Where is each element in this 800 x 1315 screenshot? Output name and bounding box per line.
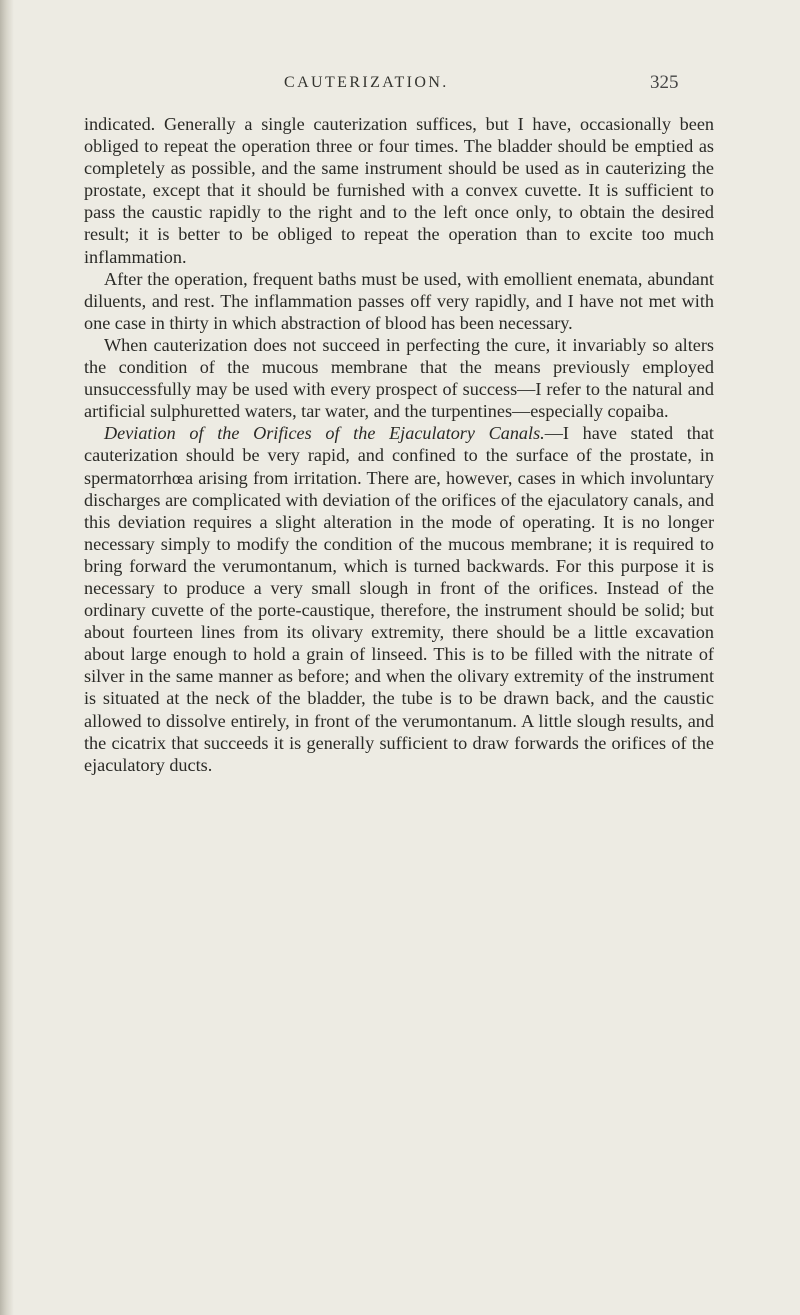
- paragraph-3: When cauterization does not succeed in perfecting the cure, it invariably so alters the condition of the mucous membrane that the means previously employed unsuccessfully may be used with every prospect of success—I refer to the natural and artificial sulphuretted waters, tar water, and the turpentines—especially copaiba.: [84, 334, 714, 422]
- section-heading: Deviation of the Orifices of the Ejaculatory Canals.: [104, 423, 545, 444]
- running-head: CAUTERIZATION.: [284, 74, 449, 91]
- paragraph-4: [84, 422, 714, 776]
- page-number: 325: [650, 72, 679, 93]
- paragraph-1: indicated. Generally a single cauterization suffices, but I have, occasionally been obliged to repeat the operation three or four times. The bladder should be emptied as completely as possible, and the same instrument should be used as in cauterizing the prostate, except that it should be furnished with a convex cuvette. It is sufficient to pass the caustic rapidly to the right and to the left once only, to obtain the desired result; it is better to be obliged to repeat the operation than to excite too much inflammation.: [84, 114, 714, 267]
- body-text: [84, 113, 714, 776]
- paragraph-2: After the operation, frequent baths must be used, with emollient enemata, abundant diluents, and rest. The inflammation passes off very rapidly, and I have not met with one case in thirty in which abstraction of blood has been necessary.: [84, 268, 714, 333]
- page-binding-edge: [0, 0, 14, 1315]
- paragraph-4-text: —I have stated that cauterization should be very rapid, and confined to the surface of the prostate, in spermatorrhœa arising from irritation. There are, however, cases in which involuntary discharges are complicated with deviation of the orifices of the ejaculatory canals, and this deviation requires a slight alteration in the mode of operating. It is no longer necessary simply to modify the condition of the mucous membrane; it is required to bring forward the verumontanum, which is turned backwards. For this purpose it is necessary to produce a very small slough in front of the orifices. Instead of the ordinary cuvette of the porte-caustique, therefore, the instrument should be solid; but about fourteen lines from its olivary extremity, there should be a little excavation about large enough to hold a grain of linseed. This is to be filled with the nitrate of silver in the same manner as before; and when the olivary extremity of the instrument is situated at the neck of the bladder, the tube is to be drawn back, and the caustic allowed to dissolve entirely, in front of the verumontanum. A little slough results, and the cicatrix that succeeds it is generally sufficient to draw forwards the orifices of the ejaculatory ducts.: [84, 423, 714, 775]
